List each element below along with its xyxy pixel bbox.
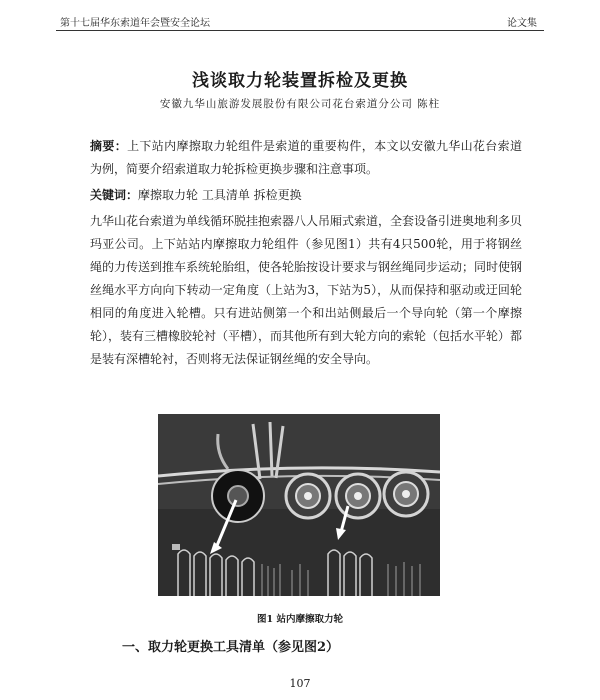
abstract-text: 上下站内摩擦取力轮组件是索道的重要构件，本文以安徽九华山花台索道为例，简要介绍索道取力轮拆检更换步骤和注意事项。: [90, 139, 522, 176]
page-number: 107: [289, 677, 311, 690]
friction-wheel-photo-illustration: [158, 414, 440, 596]
figure-photo: [158, 414, 440, 596]
abstract-label: 摘要：: [90, 139, 128, 153]
running-header-right: 论文集: [507, 18, 537, 29]
abstract: [90, 135, 522, 181]
keywords-label: 关键词：: [90, 188, 139, 202]
running-header-left: 第十七届华东索道年会暨安全论坛: [60, 18, 210, 29]
header-divider: [56, 30, 544, 31]
keywords: [90, 184, 522, 207]
paper-title: 浅谈取力轮装置拆检及更换: [192, 71, 408, 91]
body-paragraph: 九华山花台索道为单线循环脱挂抱索器八人吊厢式索道，全套设备引进奥地利多贝玛亚公司。上下站站内摩擦取力轮组件（参见图1）共有4只500轮，用于将钢丝绳的力传送到推车系统轮胎组，使各轮胎按设计要求与钢丝绳同步运动；同时使钢丝绳水平方向向下转动一定角度（上站为3，下站为5），从而保持和驱动或迂回轮相同的角度进入轮槽。只有进站侧第一个和出站侧最后一个导向轮（第一个摩擦轮），装有三槽橡胶轮衬（平槽），而其他所有到大轮方向的索轮（包括水平轮）都是装有深槽轮衬，否则将无法保证钢丝绳的安全导向。: [90, 214, 523, 366]
keywords-text: 摩擦取力轮 工具清单 拆检更换: [138, 188, 302, 202]
author-affiliation: 安徽九华山旅游发展股份有限公司花台索道分公司 陈柱: [159, 98, 441, 110]
section-heading: 一、取力轮更换工具清单（参见图2）: [122, 640, 340, 655]
figure-caption: 图1 站内摩擦取力轮: [257, 614, 343, 625]
